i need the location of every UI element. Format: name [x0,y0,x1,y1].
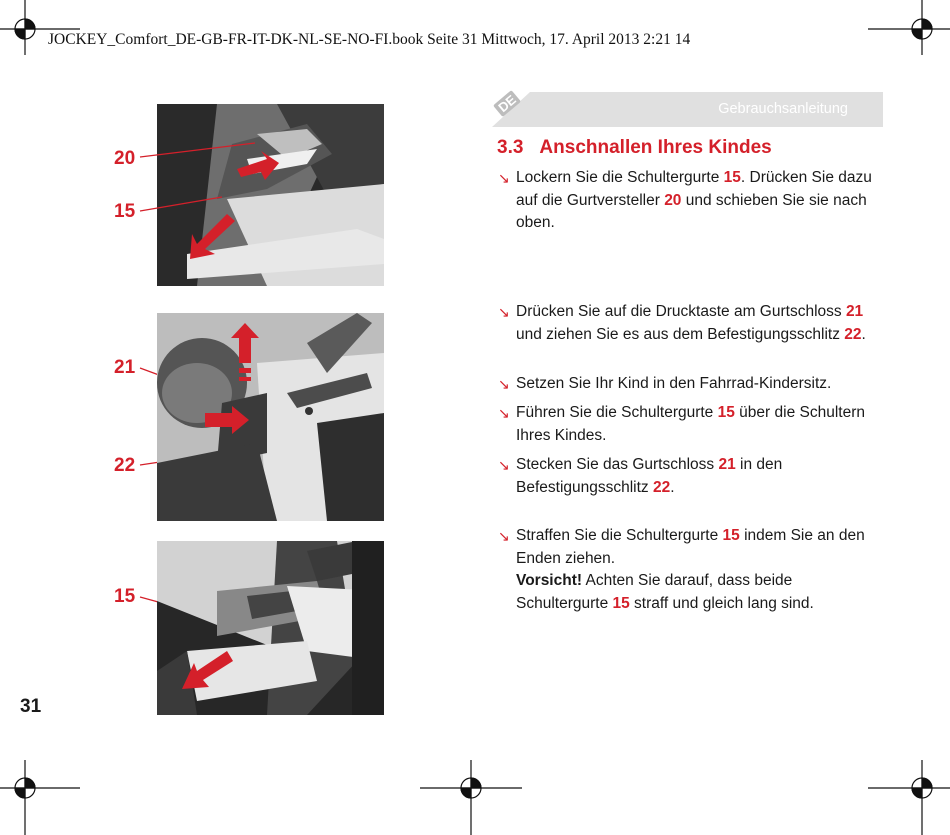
step-text: über die Schultern Ihres Kindes. [516,404,865,444]
step-text: . [861,325,866,343]
figure-1-photo [157,104,384,286]
warning-text: straff und gleich lang sind. [629,594,814,612]
bullet-arrow-icon: ↘ [498,304,510,320]
figure-3-photo [157,541,384,715]
figure-2-label-21: 21 [114,357,136,378]
step-text: Straffen Sie die Schultergurte [516,527,723,544]
step-4 [498,402,883,447]
step-text: und ziehen Sie es aus dem Befestigungsschlitz [516,325,845,343]
step-text: indem Sie an den Enden ziehen. [516,527,865,567]
figure-2-label-22: 22 [114,455,136,476]
bullet-arrow-icon: ↘ [498,405,510,421]
ref-number: 15 [722,527,740,544]
ref-number: 22 [844,325,862,343]
figure-3-label-15: 15 [114,586,136,607]
step-text: und schieben Sie sie nach oben. [516,191,867,231]
step-1 [498,167,883,235]
step-text: . [670,478,675,496]
step-text: Stecken Sie das Gurtschloss [516,456,719,473]
page-number: 31 [20,696,42,717]
step-text: Lockern Sie die Schultergurte [516,169,724,186]
bullet-arrow-icon: ↘ [498,457,510,473]
step-text: Führen Sie die Schultergurte [516,404,718,421]
figure-2-photo [157,313,384,521]
figure-1-label-15: 15 [114,201,136,222]
ref-number: 22 [653,478,671,496]
ref-number: 15 [717,404,735,421]
warning-label: Vorsicht! [516,572,583,589]
language-bar [492,92,883,127]
bullet-arrow-icon: ↘ [498,376,510,392]
section-number: 3.3 [497,137,524,158]
ref-number: 20 [664,191,682,209]
step-5 [498,454,883,499]
step-3 [498,373,883,396]
ref-number: 21 [845,303,864,320]
ref-number: 21 [718,456,736,473]
warning-text: Achten Sie darauf, dass beide Schultergurte [516,572,793,612]
step-6 [498,525,883,615]
ref-number: 15 [723,169,741,186]
bullet-arrow-icon: ↘ [498,170,510,186]
step-text: Setzen Sie Ihr Kind in den Fahrrad-Kindersitz. [516,375,832,392]
manual-title: Gebrauchsanleitung [718,101,848,117]
bullet-arrow-icon: ↘ [498,528,510,544]
step-2 [498,301,883,346]
ref-number: 15 [612,594,630,612]
step-text: in den Befestigungsschlitz [516,456,783,496]
book-header: JOCKEY_Comfort_DE-GB-FR-IT-DK-NL-SE-NO-FI.book Seite 31 Mittwoch, 17. April 2013 2:21 14 [48,31,691,48]
section-title [497,137,772,159]
step-text: . Drücken Sie dazu auf die Gurtversteller [516,169,872,209]
step-text: Drücken Sie auf die Drucktaste am Gurtschloss [516,303,846,320]
figure-1-label-20: 20 [114,148,136,169]
section-heading: Anschnallen Ihres Kindes [539,137,772,158]
language-badge: DE [493,90,521,117]
